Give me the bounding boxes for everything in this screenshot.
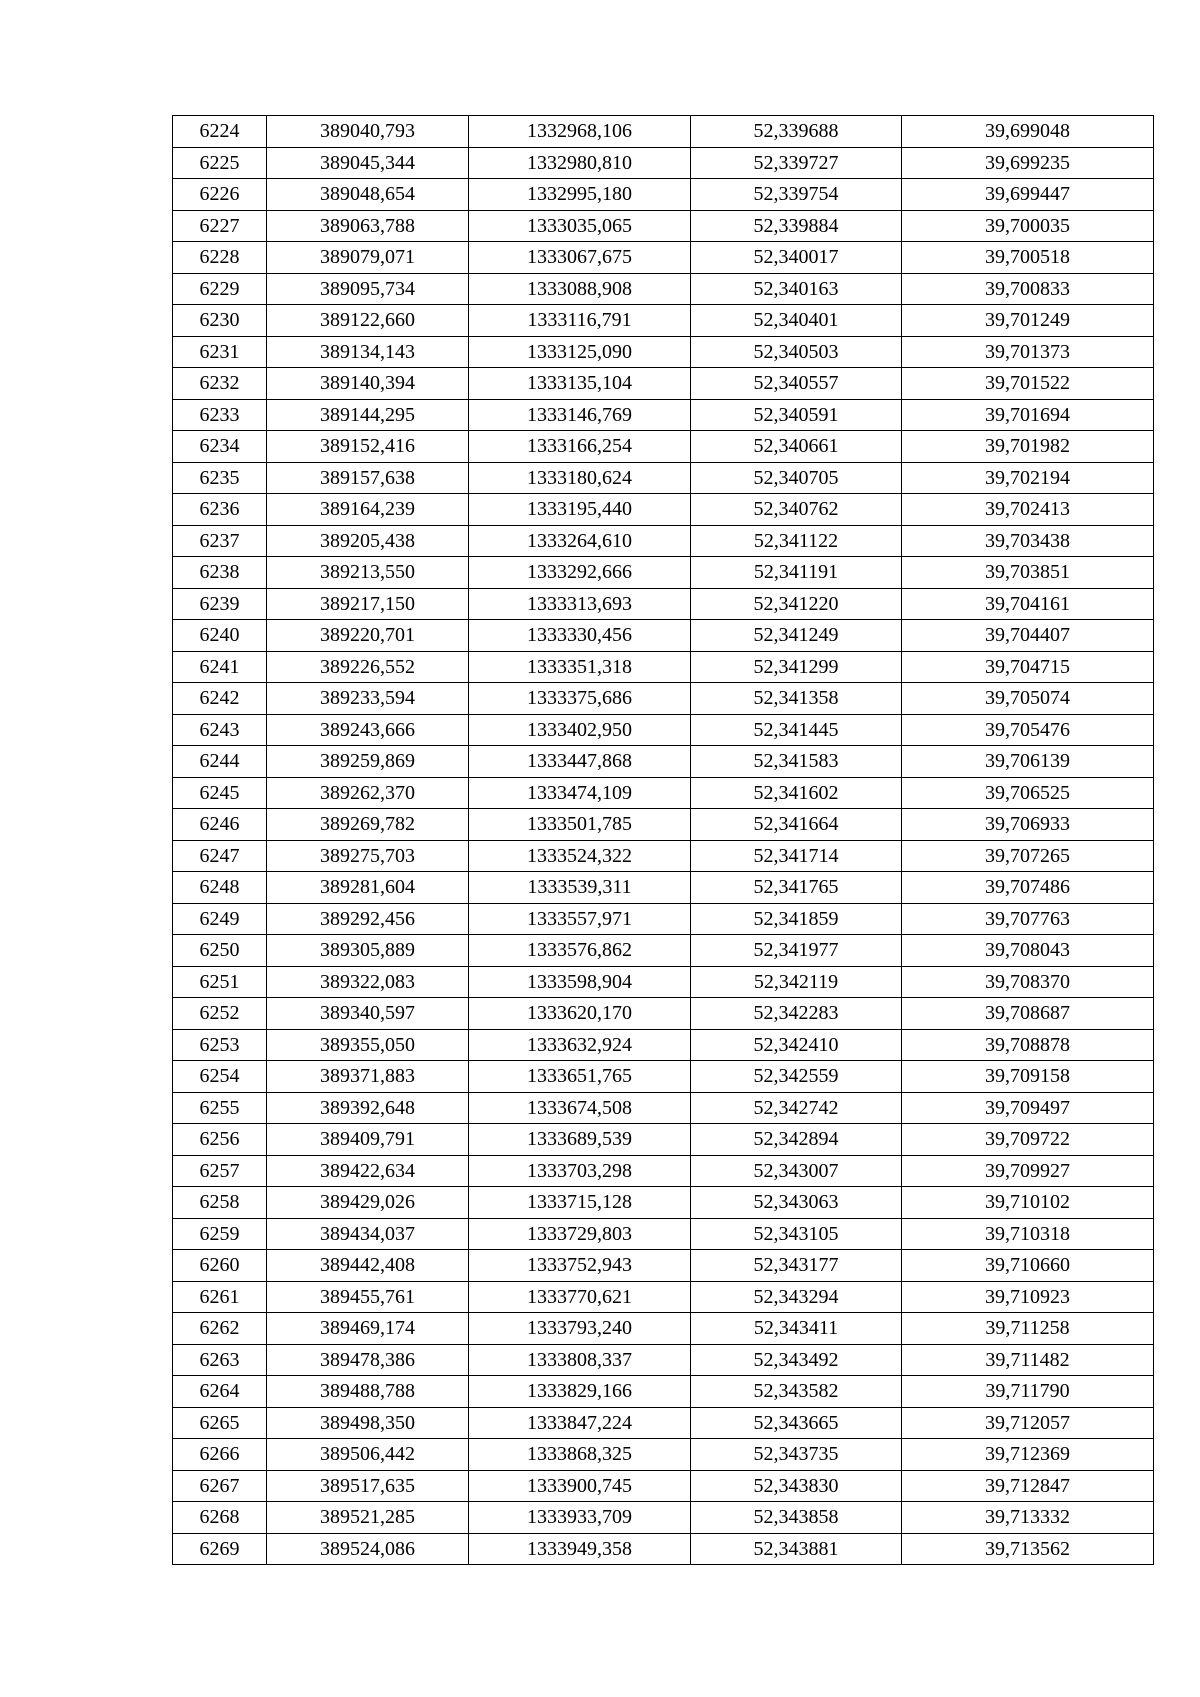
point-number-cell: 6245: [173, 777, 267, 809]
table-row: [173, 1502, 1154, 1534]
latitude-cell: 52,339754: [691, 179, 902, 211]
table-row: [173, 746, 1154, 778]
x-coordinate-cell: 389045,344: [267, 147, 469, 179]
x-coordinate-cell: 389134,143: [267, 336, 469, 368]
x-coordinate-cell: 389506,442: [267, 1439, 469, 1471]
longitude-cell: 39,709158: [902, 1061, 1154, 1093]
longitude-cell: 39,700833: [902, 273, 1154, 305]
longitude-cell: 39,705476: [902, 714, 1154, 746]
table-row: [173, 210, 1154, 242]
table-row: [173, 1281, 1154, 1313]
latitude-cell: 52,343492: [691, 1344, 902, 1376]
latitude-cell: 52,341602: [691, 777, 902, 809]
point-number-cell: 6230: [173, 305, 267, 337]
x-coordinate-cell: 389469,174: [267, 1313, 469, 1345]
table-row: [173, 494, 1154, 526]
x-coordinate-cell: 389095,734: [267, 273, 469, 305]
table-row: [173, 399, 1154, 431]
table-row: [173, 368, 1154, 400]
x-coordinate-cell: 389040,793: [267, 116, 469, 148]
table-row: [173, 872, 1154, 904]
longitude-cell: 39,710318: [902, 1218, 1154, 1250]
longitude-cell: 39,702413: [902, 494, 1154, 526]
point-number-cell: 6251: [173, 966, 267, 998]
y-coordinate-cell: 1332995,180: [469, 179, 691, 211]
latitude-cell: 52,341977: [691, 935, 902, 967]
table-row: [173, 273, 1154, 305]
point-number-cell: 6250: [173, 935, 267, 967]
table-row: [173, 683, 1154, 715]
point-number-cell: 6238: [173, 557, 267, 589]
x-coordinate-cell: 389355,050: [267, 1029, 469, 1061]
y-coordinate-cell: 1333949,358: [469, 1533, 691, 1565]
table-row: [173, 557, 1154, 589]
x-coordinate-cell: 389063,788: [267, 210, 469, 242]
table-row: [173, 1313, 1154, 1345]
point-number-cell: 6256: [173, 1124, 267, 1156]
latitude-cell: 52,343007: [691, 1155, 902, 1187]
x-coordinate-cell: 389157,638: [267, 462, 469, 494]
y-coordinate-cell: 1333868,325: [469, 1439, 691, 1471]
table-row: [173, 1187, 1154, 1219]
table-row: [173, 777, 1154, 809]
point-number-cell: 6253: [173, 1029, 267, 1061]
table-row: [173, 1533, 1154, 1565]
latitude-cell: 52,339727: [691, 147, 902, 179]
latitude-cell: 52,341859: [691, 903, 902, 935]
latitude-cell: 52,343294: [691, 1281, 902, 1313]
point-number-cell: 6226: [173, 179, 267, 211]
table-row: [173, 1344, 1154, 1376]
latitude-cell: 52,339688: [691, 116, 902, 148]
latitude-cell: 52,341122: [691, 525, 902, 557]
longitude-cell: 39,711790: [902, 1376, 1154, 1408]
y-coordinate-cell: 1333402,950: [469, 714, 691, 746]
y-coordinate-cell: 1333674,508: [469, 1092, 691, 1124]
point-number-cell: 6261: [173, 1281, 267, 1313]
point-number-cell: 6254: [173, 1061, 267, 1093]
latitude-cell: 52,343735: [691, 1439, 902, 1471]
latitude-cell: 52,342119: [691, 966, 902, 998]
point-number-cell: 6266: [173, 1439, 267, 1471]
coordinates-table-body: [173, 116, 1154, 1565]
y-coordinate-cell: 1333715,128: [469, 1187, 691, 1219]
y-coordinate-cell: 1333195,440: [469, 494, 691, 526]
x-coordinate-cell: 389517,635: [267, 1470, 469, 1502]
latitude-cell: 52,342894: [691, 1124, 902, 1156]
y-coordinate-cell: 1333598,904: [469, 966, 691, 998]
x-coordinate-cell: 389217,150: [267, 588, 469, 620]
latitude-cell: 52,343582: [691, 1376, 902, 1408]
longitude-cell: 39,709497: [902, 1092, 1154, 1124]
point-number-cell: 6231: [173, 336, 267, 368]
latitude-cell: 52,341583: [691, 746, 902, 778]
y-coordinate-cell: 1333501,785: [469, 809, 691, 841]
x-coordinate-cell: 389281,604: [267, 872, 469, 904]
longitude-cell: 39,707265: [902, 840, 1154, 872]
point-number-cell: 6249: [173, 903, 267, 935]
longitude-cell: 39,699235: [902, 147, 1154, 179]
point-number-cell: 6255: [173, 1092, 267, 1124]
latitude-cell: 52,341664: [691, 809, 902, 841]
table-row: [173, 431, 1154, 463]
y-coordinate-cell: 1333474,109: [469, 777, 691, 809]
latitude-cell: 52,341714: [691, 840, 902, 872]
longitude-cell: 39,708370: [902, 966, 1154, 998]
y-coordinate-cell: 1333847,224: [469, 1407, 691, 1439]
longitude-cell: 39,706139: [902, 746, 1154, 778]
x-coordinate-cell: 389442,408: [267, 1250, 469, 1282]
x-coordinate-cell: 389488,788: [267, 1376, 469, 1408]
table-row: [173, 1092, 1154, 1124]
y-coordinate-cell: 1333166,254: [469, 431, 691, 463]
longitude-cell: 39,707763: [902, 903, 1154, 935]
y-coordinate-cell: 1333313,693: [469, 588, 691, 620]
y-coordinate-cell: 1333829,166: [469, 1376, 691, 1408]
latitude-cell: 52,342742: [691, 1092, 902, 1124]
point-number-cell: 6252: [173, 998, 267, 1030]
point-number-cell: 6258: [173, 1187, 267, 1219]
y-coordinate-cell: 1333729,803: [469, 1218, 691, 1250]
point-number-cell: 6233: [173, 399, 267, 431]
longitude-cell: 39,701694: [902, 399, 1154, 431]
x-coordinate-cell: 389498,350: [267, 1407, 469, 1439]
point-number-cell: 6247: [173, 840, 267, 872]
latitude-cell: 52,340401: [691, 305, 902, 337]
table-row: [173, 1061, 1154, 1093]
table-row: [173, 1029, 1154, 1061]
y-coordinate-cell: 1333264,610: [469, 525, 691, 557]
x-coordinate-cell: 389275,703: [267, 840, 469, 872]
latitude-cell: 52,341445: [691, 714, 902, 746]
y-coordinate-cell: 1333900,745: [469, 1470, 691, 1502]
x-coordinate-cell: 389434,037: [267, 1218, 469, 1250]
point-number-cell: 6262: [173, 1313, 267, 1345]
table-row: [173, 242, 1154, 274]
x-coordinate-cell: 389521,285: [267, 1502, 469, 1534]
latitude-cell: 52,341765: [691, 872, 902, 904]
point-number-cell: 6248: [173, 872, 267, 904]
longitude-cell: 39,704715: [902, 651, 1154, 683]
table-row: [173, 1470, 1154, 1502]
latitude-cell: 52,340705: [691, 462, 902, 494]
point-number-cell: 6229: [173, 273, 267, 305]
y-coordinate-cell: 1333375,686: [469, 683, 691, 715]
latitude-cell: 52,340762: [691, 494, 902, 526]
point-number-cell: 6244: [173, 746, 267, 778]
x-coordinate-cell: 389371,883: [267, 1061, 469, 1093]
latitude-cell: 52,340661: [691, 431, 902, 463]
y-coordinate-cell: 1333116,791: [469, 305, 691, 337]
x-coordinate-cell: 389524,086: [267, 1533, 469, 1565]
x-coordinate-cell: 389213,550: [267, 557, 469, 589]
point-number-cell: 6227: [173, 210, 267, 242]
y-coordinate-cell: 1333703,298: [469, 1155, 691, 1187]
longitude-cell: 39,706525: [902, 777, 1154, 809]
point-number-cell: 6268: [173, 1502, 267, 1534]
table-row: [173, 1155, 1154, 1187]
x-coordinate-cell: 389262,370: [267, 777, 469, 809]
x-coordinate-cell: 389144,295: [267, 399, 469, 431]
longitude-cell: 39,701982: [902, 431, 1154, 463]
y-coordinate-cell: 1333539,311: [469, 872, 691, 904]
x-coordinate-cell: 389205,438: [267, 525, 469, 557]
longitude-cell: 39,712847: [902, 1470, 1154, 1502]
point-number-cell: 6264: [173, 1376, 267, 1408]
x-coordinate-cell: 389164,239: [267, 494, 469, 526]
y-coordinate-cell: 1333808,337: [469, 1344, 691, 1376]
point-number-cell: 6239: [173, 588, 267, 620]
point-number-cell: 6228: [173, 242, 267, 274]
x-coordinate-cell: 389140,394: [267, 368, 469, 400]
point-number-cell: 6234: [173, 431, 267, 463]
x-coordinate-cell: 389226,552: [267, 651, 469, 683]
point-number-cell: 6224: [173, 116, 267, 148]
latitude-cell: 52,340503: [691, 336, 902, 368]
y-coordinate-cell: 1333651,765: [469, 1061, 691, 1093]
longitude-cell: 39,702194: [902, 462, 1154, 494]
table-row: [173, 1250, 1154, 1282]
x-coordinate-cell: 389220,701: [267, 620, 469, 652]
latitude-cell: 52,343063: [691, 1187, 902, 1219]
longitude-cell: 39,708043: [902, 935, 1154, 967]
y-coordinate-cell: 1333125,090: [469, 336, 691, 368]
longitude-cell: 39,701522: [902, 368, 1154, 400]
x-coordinate-cell: 389422,634: [267, 1155, 469, 1187]
point-number-cell: 6236: [173, 494, 267, 526]
longitude-cell: 39,699048: [902, 116, 1154, 148]
x-coordinate-cell: 389152,416: [267, 431, 469, 463]
latitude-cell: 52,341249: [691, 620, 902, 652]
latitude-cell: 52,343411: [691, 1313, 902, 1345]
table-row: [173, 966, 1154, 998]
latitude-cell: 52,343105: [691, 1218, 902, 1250]
point-number-cell: 6242: [173, 683, 267, 715]
longitude-cell: 39,713562: [902, 1533, 1154, 1565]
latitude-cell: 52,342283: [691, 998, 902, 1030]
latitude-cell: 52,343665: [691, 1407, 902, 1439]
y-coordinate-cell: 1333146,769: [469, 399, 691, 431]
longitude-cell: 39,703851: [902, 557, 1154, 589]
y-coordinate-cell: 1333557,971: [469, 903, 691, 935]
longitude-cell: 39,711258: [902, 1313, 1154, 1345]
latitude-cell: 52,343881: [691, 1533, 902, 1565]
longitude-cell: 39,708878: [902, 1029, 1154, 1061]
longitude-cell: 39,700035: [902, 210, 1154, 242]
table-row: [173, 1407, 1154, 1439]
latitude-cell: 52,341191: [691, 557, 902, 589]
y-coordinate-cell: 1333620,170: [469, 998, 691, 1030]
point-number-cell: 6225: [173, 147, 267, 179]
y-coordinate-cell: 1333035,065: [469, 210, 691, 242]
table-row: [173, 1376, 1154, 1408]
longitude-cell: 39,710102: [902, 1187, 1154, 1219]
x-coordinate-cell: 389048,654: [267, 179, 469, 211]
point-number-cell: 6240: [173, 620, 267, 652]
coordinates-table: [172, 115, 1154, 1565]
table-row: [173, 1439, 1154, 1471]
latitude-cell: 52,339884: [691, 210, 902, 242]
y-coordinate-cell: 1333752,943: [469, 1250, 691, 1282]
latitude-cell: 52,342559: [691, 1061, 902, 1093]
x-coordinate-cell: 389292,456: [267, 903, 469, 935]
latitude-cell: 52,343858: [691, 1502, 902, 1534]
table-row: [173, 462, 1154, 494]
point-number-cell: 6243: [173, 714, 267, 746]
x-coordinate-cell: 389322,083: [267, 966, 469, 998]
longitude-cell: 39,700518: [902, 242, 1154, 274]
longitude-cell: 39,710923: [902, 1281, 1154, 1313]
y-coordinate-cell: 1333447,868: [469, 746, 691, 778]
latitude-cell: 52,340557: [691, 368, 902, 400]
longitude-cell: 39,701249: [902, 305, 1154, 337]
latitude-cell: 52,343177: [691, 1250, 902, 1282]
y-coordinate-cell: 1333576,862: [469, 935, 691, 967]
longitude-cell: 39,712369: [902, 1439, 1154, 1471]
x-coordinate-cell: 389429,026: [267, 1187, 469, 1219]
latitude-cell: 52,342410: [691, 1029, 902, 1061]
y-coordinate-cell: 1333351,318: [469, 651, 691, 683]
x-coordinate-cell: 389392,648: [267, 1092, 469, 1124]
longitude-cell: 39,710660: [902, 1250, 1154, 1282]
point-number-cell: 6257: [173, 1155, 267, 1187]
point-number-cell: 6246: [173, 809, 267, 841]
point-number-cell: 6259: [173, 1218, 267, 1250]
y-coordinate-cell: 1333330,456: [469, 620, 691, 652]
table-row: [173, 179, 1154, 211]
y-coordinate-cell: 1333135,104: [469, 368, 691, 400]
table-row: [173, 651, 1154, 683]
y-coordinate-cell: 1333632,924: [469, 1029, 691, 1061]
longitude-cell: 39,708687: [902, 998, 1154, 1030]
point-number-cell: 6267: [173, 1470, 267, 1502]
longitude-cell: 39,705074: [902, 683, 1154, 715]
longitude-cell: 39,706933: [902, 809, 1154, 841]
y-coordinate-cell: 1333088,908: [469, 273, 691, 305]
longitude-cell: 39,701373: [902, 336, 1154, 368]
point-number-cell: 6263: [173, 1344, 267, 1376]
y-coordinate-cell: 1333793,240: [469, 1313, 691, 1345]
y-coordinate-cell: 1333180,624: [469, 462, 691, 494]
longitude-cell: 39,707486: [902, 872, 1154, 904]
table-row: [173, 620, 1154, 652]
point-number-cell: 6260: [173, 1250, 267, 1282]
y-coordinate-cell: 1333292,666: [469, 557, 691, 589]
table-row: [173, 147, 1154, 179]
y-coordinate-cell: 1333689,539: [469, 1124, 691, 1156]
x-coordinate-cell: 389122,660: [267, 305, 469, 337]
x-coordinate-cell: 389305,889: [267, 935, 469, 967]
y-coordinate-cell: 1332968,106: [469, 116, 691, 148]
y-coordinate-cell: 1333933,709: [469, 1502, 691, 1534]
table-row: [173, 1218, 1154, 1250]
point-number-cell: 6232: [173, 368, 267, 400]
latitude-cell: 52,340017: [691, 242, 902, 274]
longitude-cell: 39,712057: [902, 1407, 1154, 1439]
x-coordinate-cell: 389243,666: [267, 714, 469, 746]
point-number-cell: 6241: [173, 651, 267, 683]
latitude-cell: 52,341299: [691, 651, 902, 683]
longitude-cell: 39,703438: [902, 525, 1154, 557]
table-row: [173, 998, 1154, 1030]
point-number-cell: 6235: [173, 462, 267, 494]
table-row: [173, 714, 1154, 746]
longitude-cell: 39,704407: [902, 620, 1154, 652]
x-coordinate-cell: 389259,869: [267, 746, 469, 778]
x-coordinate-cell: 389269,782: [267, 809, 469, 841]
latitude-cell: 52,341358: [691, 683, 902, 715]
longitude-cell: 39,699447: [902, 179, 1154, 211]
y-coordinate-cell: 1333067,675: [469, 242, 691, 274]
x-coordinate-cell: 389455,761: [267, 1281, 469, 1313]
latitude-cell: 52,340163: [691, 273, 902, 305]
longitude-cell: 39,704161: [902, 588, 1154, 620]
table-row: [173, 840, 1154, 872]
table-row: [173, 935, 1154, 967]
longitude-cell: 39,711482: [902, 1344, 1154, 1376]
table-row: [173, 903, 1154, 935]
point-number-cell: 6269: [173, 1533, 267, 1565]
table-row: [173, 588, 1154, 620]
point-number-cell: 6237: [173, 525, 267, 557]
x-coordinate-cell: 389478,386: [267, 1344, 469, 1376]
table-row: [173, 525, 1154, 557]
latitude-cell: 52,341220: [691, 588, 902, 620]
y-coordinate-cell: 1333524,322: [469, 840, 691, 872]
longitude-cell: 39,709722: [902, 1124, 1154, 1156]
x-coordinate-cell: 389233,594: [267, 683, 469, 715]
table-row: [173, 1124, 1154, 1156]
x-coordinate-cell: 389340,597: [267, 998, 469, 1030]
y-coordinate-cell: 1333770,621: [469, 1281, 691, 1313]
table-row: [173, 809, 1154, 841]
latitude-cell: 52,343830: [691, 1470, 902, 1502]
longitude-cell: 39,709927: [902, 1155, 1154, 1187]
latitude-cell: 52,340591: [691, 399, 902, 431]
table-row: [173, 116, 1154, 148]
x-coordinate-cell: 389409,791: [267, 1124, 469, 1156]
point-number-cell: 6265: [173, 1407, 267, 1439]
longitude-cell: 39,713332: [902, 1502, 1154, 1534]
y-coordinate-cell: 1332980,810: [469, 147, 691, 179]
table-row: [173, 336, 1154, 368]
x-coordinate-cell: 389079,071: [267, 242, 469, 274]
table-row: [173, 305, 1154, 337]
